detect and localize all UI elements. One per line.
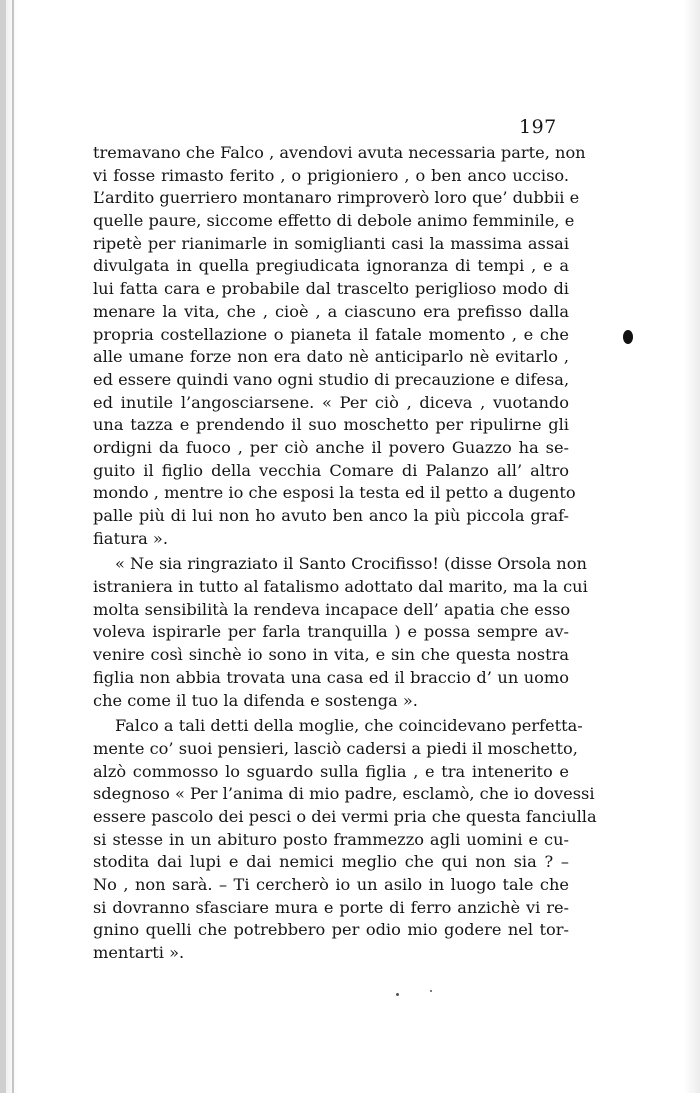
text-line: propria costellazione o pianeta il fatale momento , e che xyxy=(93,324,569,344)
text-line: ed essere quindi vano ogni studio di precauzione e difesa, xyxy=(93,369,570,389)
text-line: stodita dai lupi e dai nemici meglio che qui non sia ? – xyxy=(93,852,569,872)
text-line: che come il tuo la difenda e sostenga ». xyxy=(93,690,418,710)
ink-speck xyxy=(430,990,432,992)
text-line: menare la vita, che , cioè , a ciascuno era prefisso dalla xyxy=(93,301,569,321)
text-line: ripetè per rianimarle in somiglianti casi la massima assai xyxy=(93,233,569,253)
text-line: mondo , mentre io che esposi la testa ed il petto a dugento xyxy=(93,483,576,503)
paragraph xyxy=(93,142,586,550)
text-line: essere pascolo dei pesci o dei vermi pria che questa fanciulla xyxy=(93,806,597,826)
text-line: si stesse in un abituro posto frammezzo agli uomini e cu- xyxy=(93,829,569,849)
text-line: mentarti ». xyxy=(93,943,185,963)
ink-speck xyxy=(396,993,399,996)
paragraph xyxy=(93,715,597,965)
text-line: tremavano che Falco , avendovi avuta necessaria parte, non xyxy=(93,143,586,162)
text-line: alzò commosso lo sguardo sulla figlia , e tra intenerito e xyxy=(93,761,569,781)
text-line: molta sensibilità la rendeva incapace dell’ apatia che esso xyxy=(93,599,571,619)
binding-shadow xyxy=(12,0,14,1093)
text-line: palle più di lui non ho avuto ben anco la più piccola graf- xyxy=(93,506,569,525)
text-line: figlia non abbia trovata una casa ed il braccio d’ un uomo xyxy=(93,667,569,687)
ink-blot xyxy=(623,330,633,344)
text-line: istraniera in tutto al fatalismo adottato dal marito, ma la cui xyxy=(93,577,588,597)
text-line: « Ne sia ringraziato il Santo Crocifisso! (disse Orsola non xyxy=(115,554,587,574)
text-line: divulgata in quella pregiudicata ignoranza di tempi , e a xyxy=(93,256,569,276)
text-line: ordigni da fuoco , per ciò anche il povero Guazzo ha se- xyxy=(93,437,569,457)
text-line: alle umane forze non era dato nè anticiparlo nè evitarlo , xyxy=(93,347,569,367)
text-line: gnino quelli che potrebbero per odio mio godere nel tor- xyxy=(93,920,569,940)
text-line: venire così sinchè io sono in vita, e sin che questa nostra xyxy=(93,645,569,665)
text-line: fiatura ». xyxy=(93,528,168,548)
text-line: Falco a tali detti della moglie, che coincidevano perfetta- xyxy=(115,716,583,736)
text-line: voleva ispirarle per farla tranquilla ) e possa sempre av- xyxy=(93,622,569,642)
text-line: No , non sarà. – Ti cercherò io un asilo in luogo tale che xyxy=(93,875,569,894)
text-line: L’ardito guerriero montanaro rimproverò loro que’ dubbii e xyxy=(93,188,580,208)
body-text xyxy=(93,142,597,965)
text-line: mente co’ suoi pensieri, lasciò cadersi a piedi il moschetto, xyxy=(93,738,578,758)
page-left-edge xyxy=(0,0,6,1093)
paragraph xyxy=(93,553,588,712)
text-line: si dovranno sfasciare mura e porte di ferro anzichè vi re- xyxy=(93,897,569,917)
text-line: lui fatta cara e probabile dal trascelto periglioso modo di xyxy=(93,279,569,299)
text-line: guito il figlio della vecchia Comare di Palanzo all’ altro xyxy=(93,460,569,480)
text-line: quelle paure, siccome effetto di debole animo femminile, e xyxy=(93,211,575,231)
text-line: ed inutile l’angosciarsene. « Per ciò , diceva , vuotando xyxy=(93,392,569,412)
text-line: sdegnoso « Per l’anima di mio padre, esclamò, che io dovessi xyxy=(93,784,595,804)
page-number: 197 xyxy=(519,116,557,138)
text-line: vi fosse rimasto ferito , o prigioniero , o ben anco ucciso. xyxy=(93,165,569,185)
text-line: una tazza e prendendo il suo moschetto per ripulirne gli xyxy=(93,415,569,435)
